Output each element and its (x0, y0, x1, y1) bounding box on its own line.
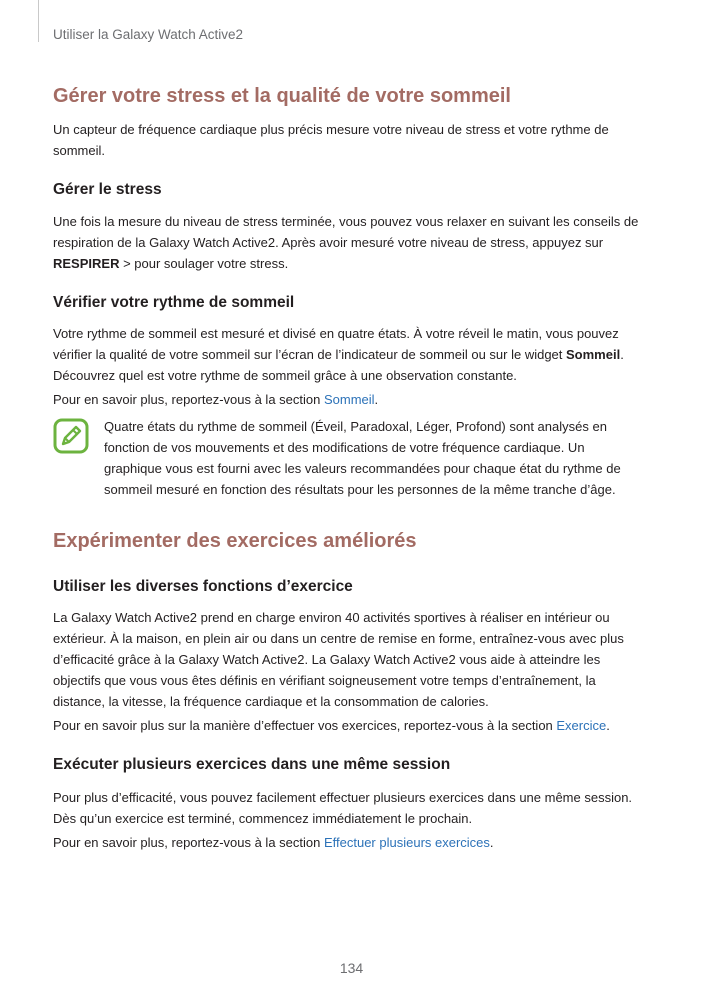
section-title-stress-sleep: Gérer votre stress et la qualité de votre sommeil (53, 85, 511, 107)
exercise-reference (53, 715, 643, 736)
subsection-heading-multiple-exercises: Exécuter plusieurs exercices dans une même session (53, 756, 451, 773)
sleep-paragraph (53, 323, 643, 386)
page-number: 134 (339, 960, 364, 976)
multi-exercise-reference (53, 832, 643, 853)
subsection-heading-sleep: Vérifier votre rythme de sommeil (53, 294, 295, 311)
exercise-paragraph: La Galaxy Watch Active2 prend en charge environ 40 activités sportives à réaliser en intérieur ou extérieur. À la maison, en plein air ou dans un centre de remise en forme, entraînez-vous avec plus d’efficacité grâce à la Galaxy Watch Active2. La Galaxy Watch Active2 vous aide à atteindre les objectifs que vous vous êtes définis en vérifiant soigneusement votre temps d’entraînement, la distance, la vitesse, la fréquence cardiaque et la consommation de calories. (53, 610, 624, 709)
sleep-text: Votre rythme de sommeil est mesuré et divisé en quatre états. À votre réveil le matin, vous pouvez vérifier la qualité de votre sommeil sur l’écran de l’indicateur de sommeil ou sur le widget (53, 326, 619, 362)
stress-text-end: > pour soulager votre stress. (119, 256, 289, 271)
multiple-exercises-link[interactable]: Effectuer plusieurs exercices (323, 835, 490, 850)
sleep-text-end: . Découvrez quel est votre rythme de sommeil grâce à une observation constante. (53, 347, 624, 383)
page-content (53, 82, 643, 853)
subsection-heading-stress: Gérer le stress (53, 181, 162, 198)
section-intro: Un capteur de fréquence cardiaque plus précis mesure votre niveau de stress et votre rythme de sommeil. (53, 122, 609, 158)
subsection-heading-exercise-functions: Utiliser les diverses fonctions d’exercice (53, 578, 353, 595)
sleep-note (53, 416, 643, 500)
sommeil-widget-label: Sommeil (566, 347, 621, 362)
stress-text: Une fois la mesure du niveau de stress terminée, vous pouvez vous relaxer en suivant les conseils de respiration de la Galaxy Watch Active2. Après avoir mesuré votre niveau de stress, appuyez sur (53, 214, 639, 250)
exercise-ref-text: Pour en savoir plus sur la manière d’effectuer vos exercices, reportez-vous à la section (53, 718, 557, 733)
section-title-exercises: Expérimenter des exercices améliorés (53, 530, 417, 552)
sleep-ref-end: . (374, 392, 379, 407)
multi-ref-text: Pour en savoir plus, reportez-vous à la section (53, 835, 324, 850)
sleep-reference (53, 389, 643, 410)
sleep-ref-text: Pour en savoir plus, reportez-vous à la section (53, 392, 324, 407)
multi-ref-end: . (489, 835, 494, 850)
note-text: Quatre états du rythme de sommeil (Éveil, Paradoxal, Léger, Profond) sont analysés en fonction de vos mouvements et des modifications de votre fréquence cardiaque. Un graphique vous est fourni avec les valeurs recommandées pour chaque état du rythme de sommeil mesuré en fonction des résultats pour les personnes de la même tranche d’âge. (104, 419, 621, 497)
running-header: Utiliser la Galaxy Watch Active2 (53, 27, 244, 42)
multi-exercise-paragraph: Pour plus d’efficacité, vous pouvez facilement effectuer plusieurs exercices dans une même session. Dès qu’un exercice est terminé, commencez immédiatement le prochain. (53, 790, 633, 826)
respirer-label: RESPIRER (53, 256, 120, 271)
exercise-ref-end: . (606, 718, 610, 733)
stress-paragraph (53, 211, 643, 274)
note-pencil-icon (53, 418, 89, 454)
exercice-link[interactable]: Exercice (556, 718, 607, 733)
page-edge-line (38, 0, 39, 42)
sommeil-link[interactable]: Sommeil (323, 392, 375, 407)
